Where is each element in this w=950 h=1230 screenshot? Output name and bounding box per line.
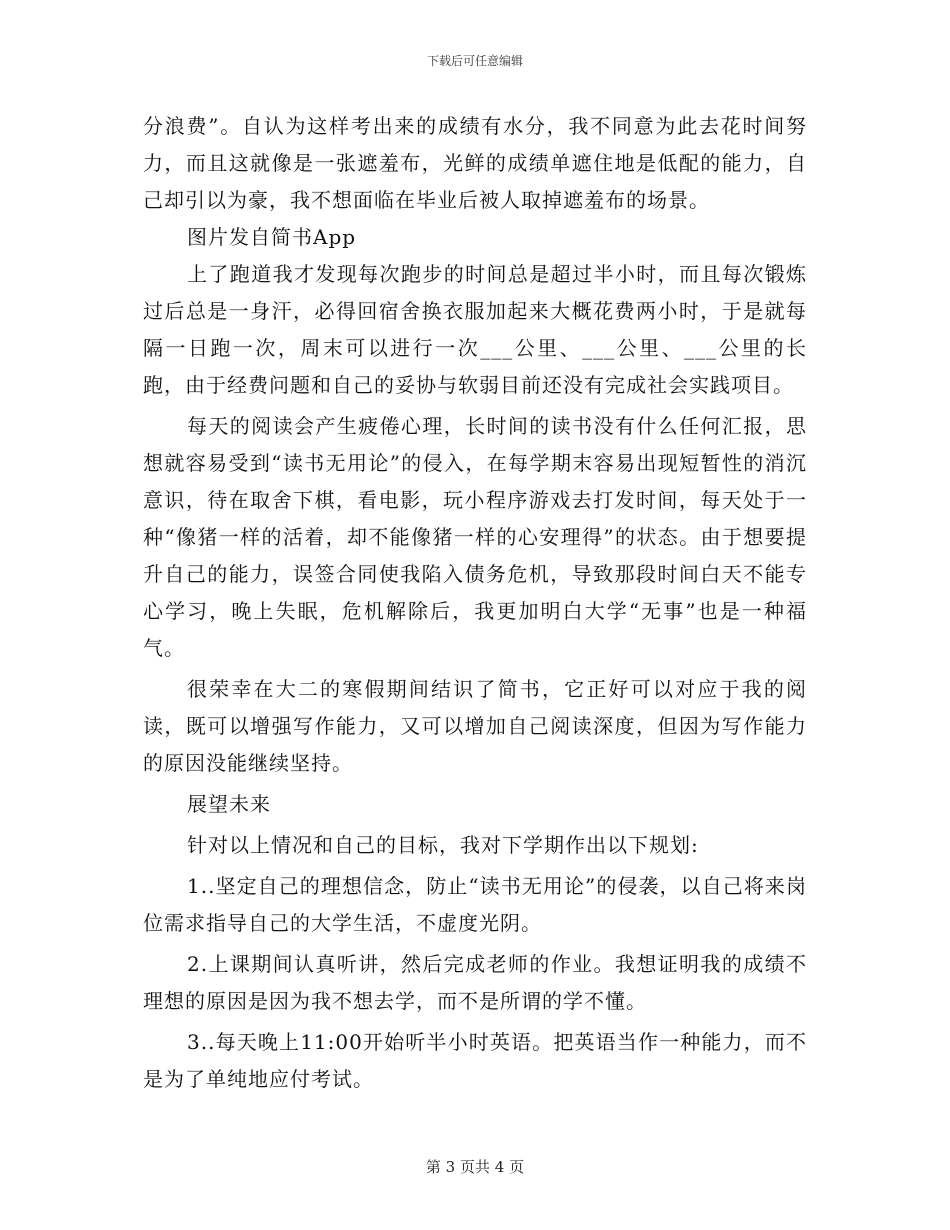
- paragraph-image-caption: 图片发自简书App: [187, 225, 357, 249]
- page-footer: 第 3 页共 4 页: [425, 1158, 525, 1176]
- page-header: 下载后可任意编辑: [426, 54, 523, 68]
- paragraph-3: 每天的阅读会产生疲倦心理，长时间的读书没有什么任何汇报，思想就容易受到“读书无用论”的侵入，在每学期末容易出现短暂性的消沉意识，待在取舍下棋，看电影，玩小程序游戏去打发时间，每天处于一种“像猪一样的活着，却不能像猪一样的心安理得”的状态。由于想要提升自己的能力，误签合同使我陷入债务危机，导致那段时间白天不能专心学习，晚上失眠，危机解除后，我更加明白大学“无事”也是一种福气。: [143, 414, 807, 660]
- plan-item-2: 2.上课期间认真听讲，然后完成老师的作业。我想证明我的成绩不理想的原因是因为我不想去学，而不是所谓的学不懂。: [143, 952, 807, 1013]
- plan-item-1: 1..坚定自己的理想信念，防止“读书无用论”的侵袭，以自己将来岗位需求指导自己的大学生活，不虚度光阴。: [143, 874, 807, 935]
- plan-item-3: 3..每天晚上11:00开始听半小时英语。把英语当作一种能力，而不是为了单纯地应付考试。: [143, 1030, 807, 1091]
- paragraph-2: 上了跑道我才发现每次跑步的时间总是超过半小时，而且每次锻炼过后总是一身汗，必得回宿舍换衣服加起来大概花费两小时，于是就每隔一日跑一次，周末可以进行一次___公里、___公里、___公里的长跑，由于经费问题和自己的妥协与软弱目前还没有完成社会实践项目。: [143, 262, 807, 397]
- paragraph-1: 分浪费”。自认为这样考出来的成绩有水分，我不同意为此去花时间努力，而且这就像是一张遮羞布，光鲜的成绩单遮住地是低配的能力，自己却引以为豪，我不想面临在毕业后被人取掉遮羞布的场景。: [143, 114, 807, 212]
- paragraph-plan-intro: 针对以上情况和自己的目标，我对下学期作出以下规划:: [187, 833, 699, 857]
- section-heading-future: 展望未来: [187, 792, 271, 816]
- paragraph-4: 很荣幸在大二的寒假期间结识了简书，它正好可以对应于我的阅读，既可以增强写作能力，又可以增加自己阅读深度，但因为写作能力的原因没能继续坚持。: [143, 677, 807, 775]
- document-body: [143, 108, 807, 1098]
